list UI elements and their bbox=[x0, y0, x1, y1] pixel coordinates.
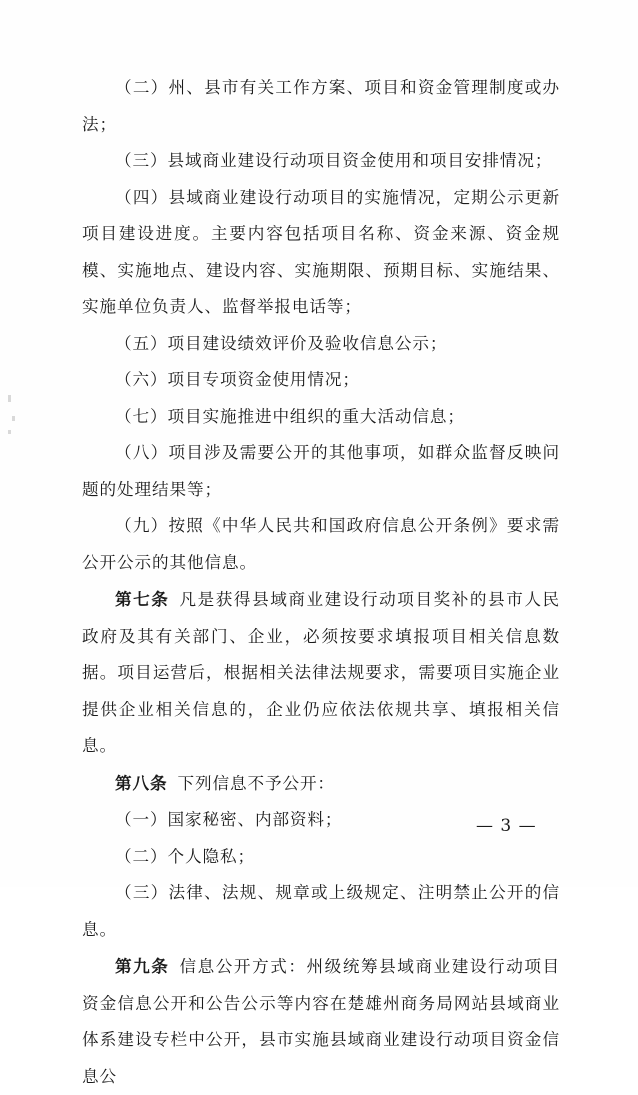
paragraph-text: （六）项目专项资金使用情况； bbox=[115, 370, 360, 389]
article-paragraph bbox=[82, 765, 560, 803]
paragraph-text: （八）项目涉及需要公开的其他事项，如群众监督反映问题的处理结果等； bbox=[82, 443, 560, 499]
paragraph-text: （三）县域商业建设行动项目资金使用和项目安排情况； bbox=[115, 151, 553, 170]
list-paragraph bbox=[82, 399, 560, 436]
list-paragraph bbox=[82, 875, 560, 948]
paragraph-text: （二）个人隐私； bbox=[115, 846, 255, 866]
list-paragraph bbox=[82, 326, 560, 363]
list-paragraph bbox=[82, 362, 560, 399]
list-paragraph bbox=[82, 435, 560, 508]
paragraph-text: （二）州、县市有关工作方案、项目和资金管理制度或办法； bbox=[82, 78, 560, 134]
scan-artifact bbox=[8, 395, 11, 402]
paragraph-text: （三）法律、法规、规章或上级规定、注明禁止公开的信息。 bbox=[82, 883, 560, 939]
list-paragraph bbox=[82, 508, 560, 581]
article-paragraph bbox=[82, 948, 560, 1095]
document-body bbox=[82, 70, 560, 1095]
article-paragraph bbox=[82, 581, 560, 765]
list-paragraph bbox=[82, 143, 560, 180]
paragraph-text: 凡是获得县域商业建设行动项目奖补的县市人民政府及其有关部门、企业，必须按要求填报项目相关信息数据。项目运营后，根据相关法律法规要求，需要项目实施企业提供企业相关信息的，企业仍应依法依规共享、填报相关信息。 bbox=[82, 590, 561, 755]
article-label: 第八条 bbox=[115, 772, 168, 793]
paragraph-text: （七）项目实施推进中组织的重大活动信息； bbox=[115, 406, 465, 426]
paragraph-text: （九）按照《中华人民共和国政府信息公开条例》要求需公开公示的其他信息。 bbox=[82, 516, 560, 572]
paragraph-text: 信息公开方式：州级统筹县域商业建设行动项目资金信息公开和公告公示等内容在楚雄州商务局网站县域商业体系建设专栏中公开，县市实施县域商业建设行动项目资金信息公 bbox=[82, 957, 561, 1086]
paragraph-text: （一）国家秘密、内部资料； bbox=[115, 810, 343, 829]
paragraph-text: （五）项目建设绩效评价及验收信息公示； bbox=[115, 333, 448, 353]
article-label: 第九条 bbox=[115, 956, 170, 976]
page-number: — 3 — bbox=[476, 816, 537, 836]
scan-artifact bbox=[8, 430, 11, 434]
list-paragraph bbox=[82, 180, 560, 326]
paragraph-text: （四）县域商业建设行动项目的实施情况，定期公示更新项目建设进度。主要内容包括项目名称、资金来源、资金规模、实施地点、建设内容、实施期限、预期目标、实施结果、实施单位负责人、监督举报电话等； bbox=[82, 187, 560, 316]
paragraph-text: 下列信息不予公开： bbox=[177, 773, 335, 793]
list-paragraph bbox=[82, 70, 560, 143]
list-paragraph bbox=[82, 839, 560, 876]
article-label: 第七条 bbox=[115, 589, 170, 609]
scan-artifact bbox=[12, 416, 15, 421]
